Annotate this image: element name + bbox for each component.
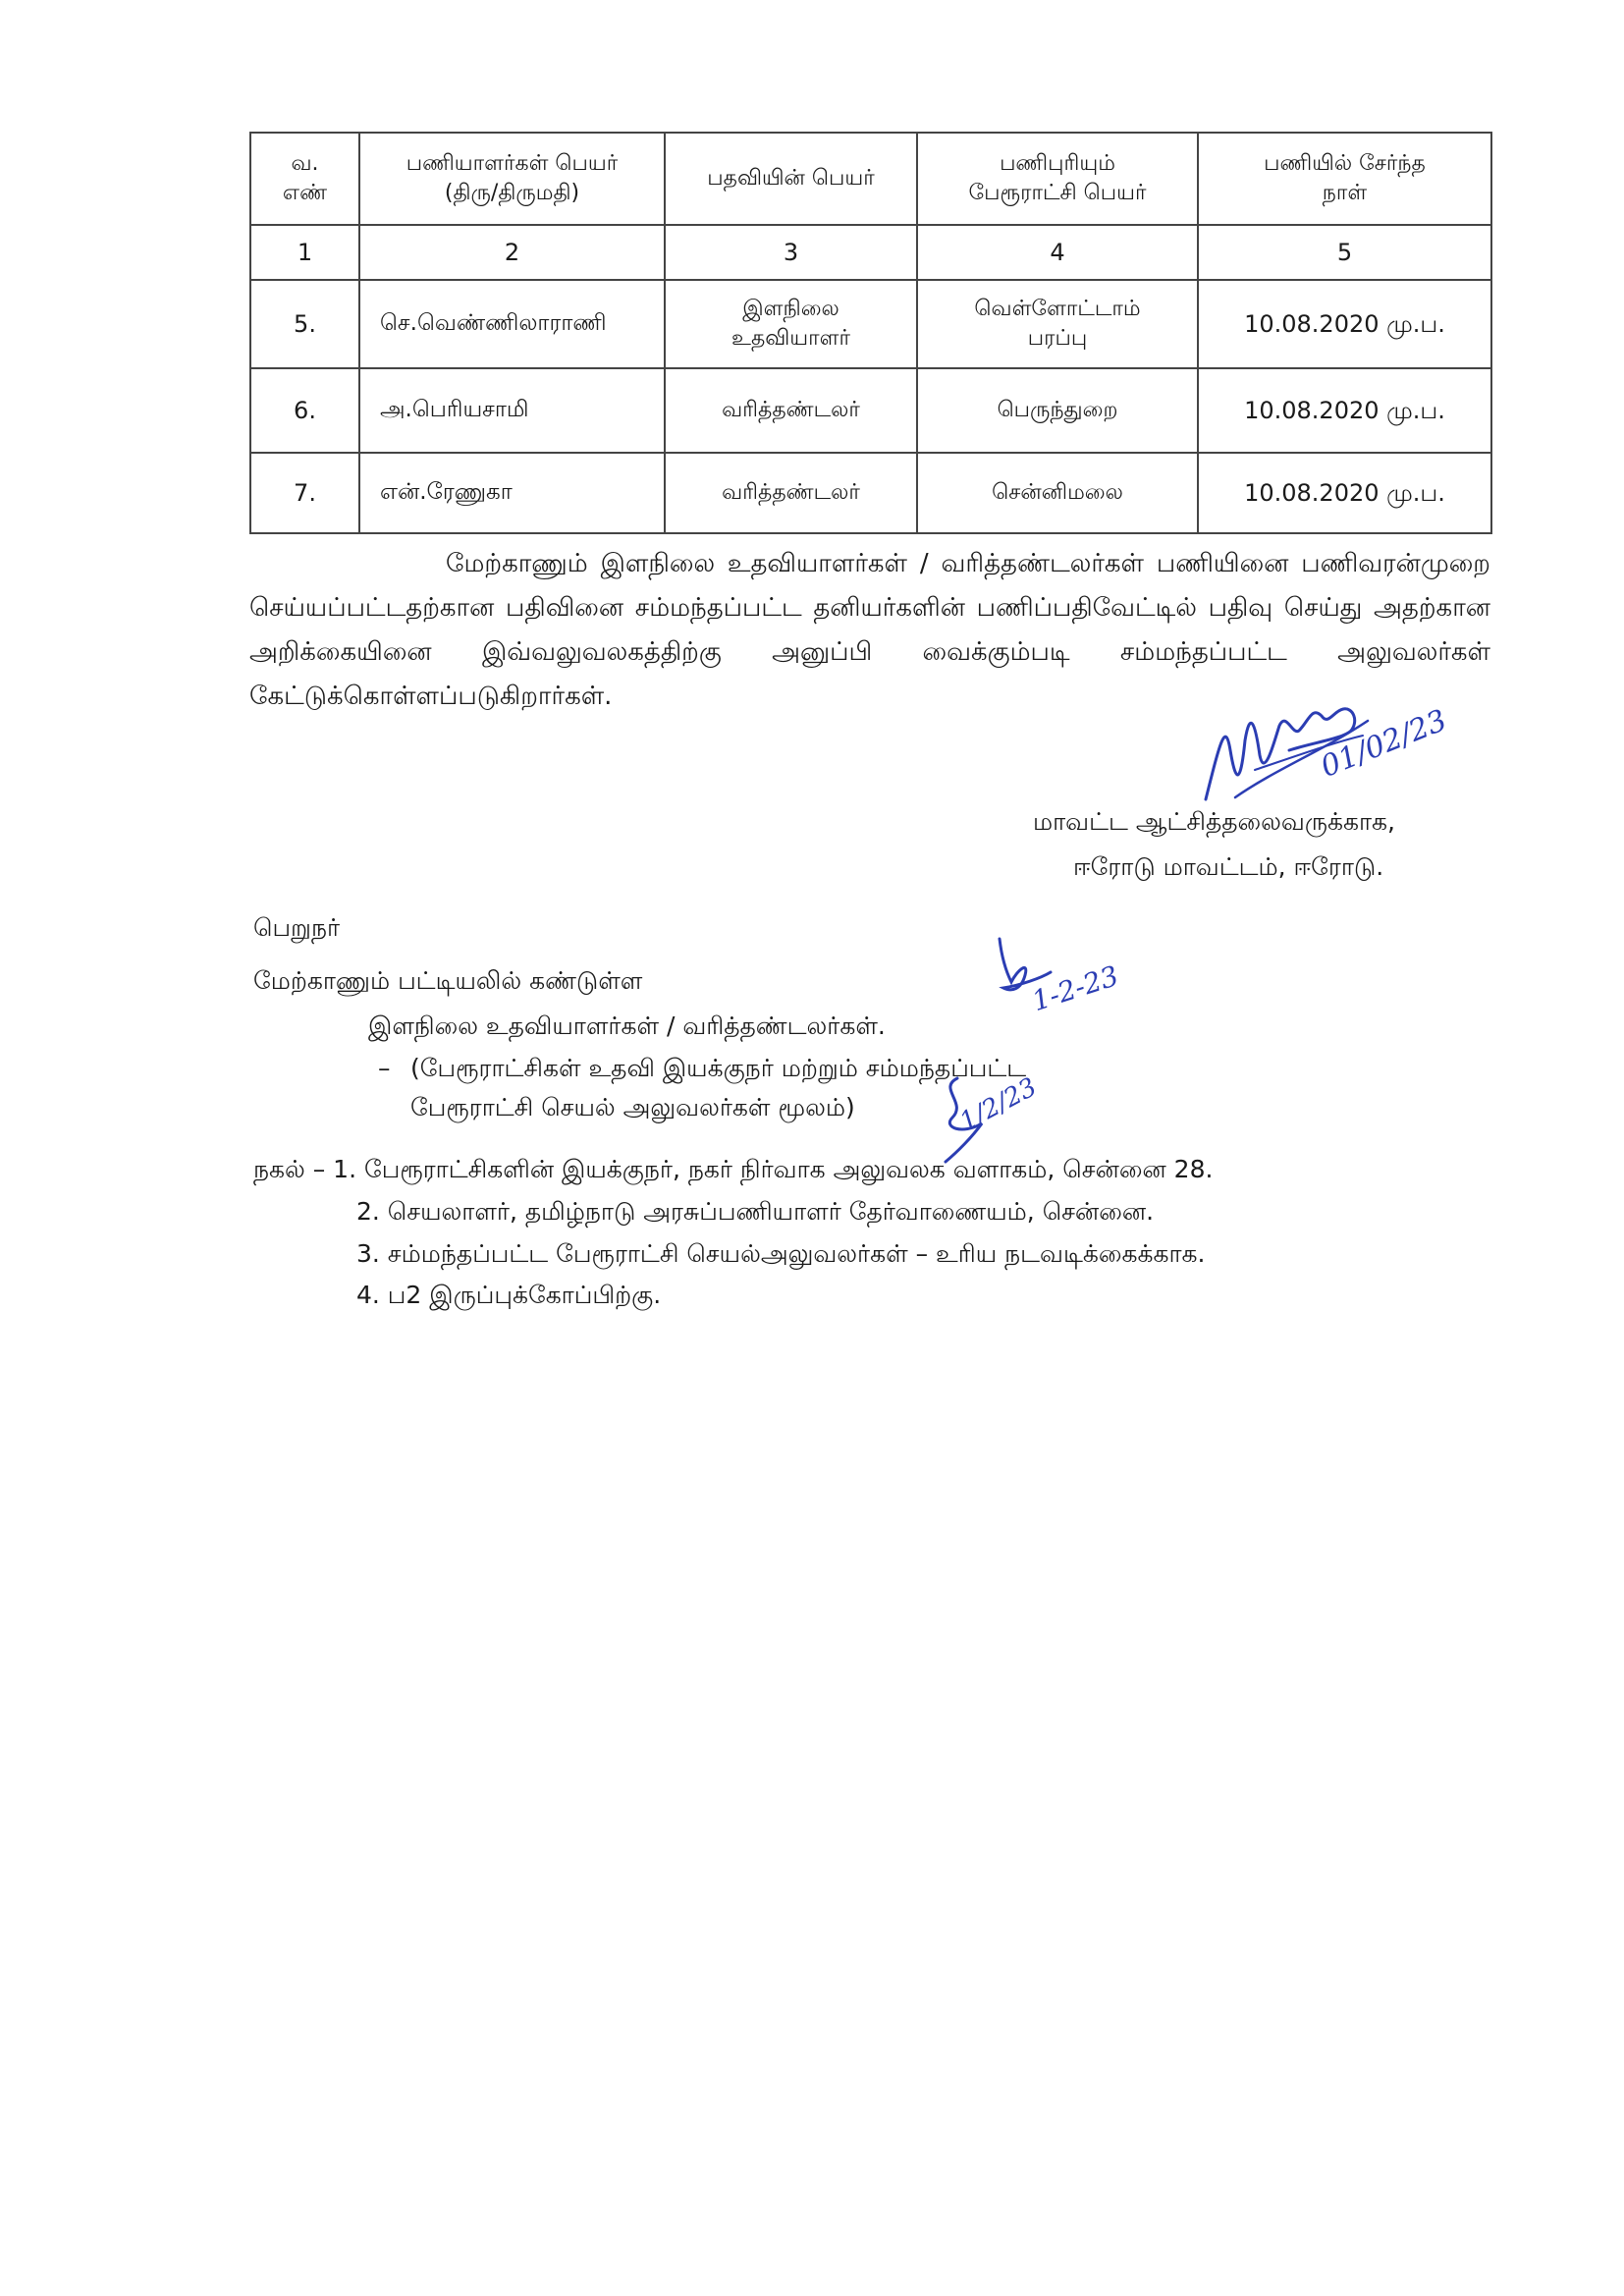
recipient-line: மேற்காணும் பட்டியலில் கண்டுள்ள	[253, 966, 643, 995]
row-post: இளநிலை உதவியாளர்	[665, 280, 917, 368]
copy-to-line: 4. ப2 இருப்புக்கோப்பிற்கு.	[356, 1281, 662, 1309]
row-date: 10.08.2020 மு.ப.	[1198, 453, 1491, 533]
row-date: 10.08.2020 மு.ப.	[1198, 368, 1491, 453]
signatory-office: ஈரோடு மாவட்டம், ஈரோடு.	[1073, 852, 1384, 881]
column-number: 2	[359, 225, 665, 280]
table-row	[250, 453, 1491, 533]
table-row	[250, 280, 1491, 368]
column-number: 3	[665, 225, 917, 280]
column-number-row	[250, 225, 1491, 280]
row-name: அ.பெரியசாமி	[359, 368, 665, 453]
header-serial: வ. எண்	[250, 133, 359, 225]
row-serial: 7.	[250, 453, 359, 533]
column-number: 4	[917, 225, 1198, 280]
row-town: சென்னிமலை	[917, 453, 1198, 533]
header-post: பதவியின் பெயர்	[665, 133, 917, 225]
signature-date: 01/02/23	[1316, 703, 1452, 785]
signatory-designation: மாவட்ட ஆட்சித்தலைவருக்காக,	[1033, 807, 1395, 836]
initials-date: 1/2/23	[954, 1072, 1042, 1137]
row-town: பெருந்துறை	[917, 368, 1198, 453]
row-name: செ.வெண்ணிலாராணி	[359, 280, 665, 368]
recipient-line: பேரூராட்சி செயல் அலுவலர்கள் மூலம்)	[410, 1093, 855, 1121]
copy-to-line: நகல் – 1. பேரூராட்சிகளின் இயக்குநர், நகர் நிர்வாக அலுவலக வளாகம், சென்னை 28.	[253, 1155, 1214, 1183]
table-header-row	[250, 133, 1491, 225]
recipient-heading: பெறுநர்	[253, 913, 341, 942]
header-name: பணியாளர்கள் பெயர் (திரு/திருமதி)	[359, 133, 665, 225]
row-date: 10.08.2020 மு.ப.	[1198, 280, 1491, 368]
column-number: 1	[250, 225, 359, 280]
paragraph-text: மேற்காணும் இளநிலை உதவியாளர்கள் / வரித்தண்டலர்கள் பணியினை பணிவரன்முறை செய்யப்பட்டதற்கான பதிவினை சம்மந்தப்பட்ட தனியர்களின் பணிப்பதிவேட்டில் பதிவு செய்து அதற்கான அறிக்கையினை இவ்வலுவலகத்திற்கு அனுப்பி வைக்கும்படி சம்மந்தப்பட்ட அலுவலர்கள் கேட்டுக்கொள்ளப்படுகிறார்கள்.	[249, 549, 1490, 711]
row-town: வெள்ளோட்டாம் பரப்பு	[917, 280, 1198, 368]
copy-to-line: 3. சம்மந்தப்பட்ட பேரூராட்சி செயல்அலுவலர்கள் – உரிய நடவடிக்கைக்காக.	[356, 1239, 1206, 1268]
copy-to-line: 2. செயலாளர், தமிழ்நாடு அரசுப்பணியாளர் தேர்வாணையம், சென்னை.	[356, 1197, 1155, 1226]
recipient-dash: –	[378, 1054, 391, 1082]
initials-date: 1-2-23	[1028, 958, 1123, 1018]
header-town-panchayat: பணிபுரியும் பேரூராட்சி பெயர்	[917, 133, 1198, 225]
row-name: என்.ரேணுகா	[359, 453, 665, 533]
column-number: 5	[1198, 225, 1491, 280]
row-serial: 6.	[250, 368, 359, 453]
row-serial: 5.	[250, 280, 359, 368]
header-joining-date: பணியில் சேர்ந்த நாள்	[1198, 133, 1491, 225]
row-post: வரித்தண்டலர்	[665, 453, 917, 533]
row-post: வரித்தண்டலர்	[665, 368, 917, 453]
recipient-line: (பேரூராட்சிகள் உதவி இயக்குநர் மற்றும் சம்மந்தப்பட்ட	[410, 1054, 1027, 1082]
table-row	[250, 368, 1491, 453]
staff-table	[249, 132, 1492, 534]
recipient-line: இளநிலை உதவியாளர்கள் / வரித்தண்டலர்கள்.	[368, 1011, 886, 1040]
